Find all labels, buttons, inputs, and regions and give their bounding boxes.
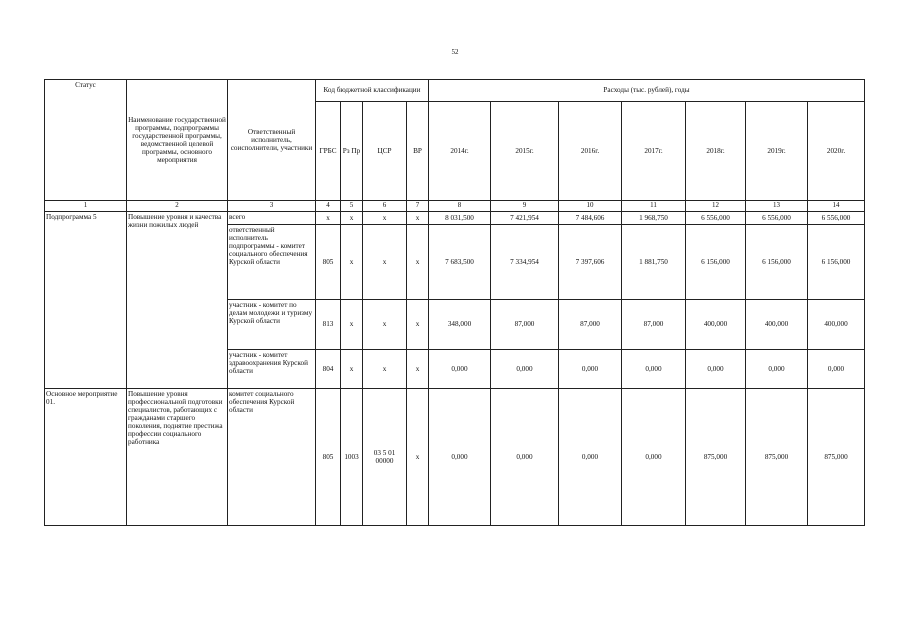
- responsible-cell: участник - комитет по делам молодежи и туризму Курской области: [228, 300, 316, 350]
- column-number: 1: [45, 201, 127, 212]
- header-responsible: Ответственный исполнитель, соисполнители, участники: [228, 80, 316, 201]
- rzpr-cell: х: [341, 225, 363, 300]
- value-cell: 875,000: [746, 389, 808, 526]
- value-cell: 0,000: [429, 389, 491, 526]
- value-cell: 400,000: [808, 300, 865, 350]
- header-csr: ЦСР: [363, 102, 407, 201]
- value-cell: 6 156,000: [808, 225, 865, 300]
- header-grbs: ГРБС: [316, 102, 341, 201]
- value-cell: 6 156,000: [686, 225, 746, 300]
- value-cell: 0,000: [686, 350, 746, 389]
- value-cell: 6 556,000: [808, 212, 865, 225]
- responsible-cell: ответственный исполнитель подпрограммы - комитет социального обеспечения Курской области: [228, 225, 316, 300]
- value-cell: 87,000: [622, 300, 686, 350]
- grbs-cell: 813: [316, 300, 341, 350]
- value-cell: 7 683,500: [429, 225, 491, 300]
- grbs-cell: 805: [316, 225, 341, 300]
- value-cell: 87,000: [491, 300, 559, 350]
- column-number: 14: [808, 201, 865, 212]
- table-row: [45, 212, 865, 225]
- value-cell: 7 484,606: [559, 212, 622, 225]
- header-expenses-group: Расходы (тыс. рублей), годы: [429, 80, 865, 102]
- responsible-cell: участник - комитет здравоохранения Курской области: [228, 350, 316, 389]
- header-year: 2014г.: [429, 102, 491, 201]
- grbs-cell: 804: [316, 350, 341, 389]
- value-cell: 875,000: [808, 389, 865, 526]
- subprogram-name: Повышение уровня и качества жизни пожилых людей: [127, 212, 228, 389]
- grbs-cell: х: [316, 212, 341, 225]
- header-year: 2018г.: [686, 102, 746, 201]
- csr-cell: х: [363, 225, 407, 300]
- value-cell: 7 421,954: [491, 212, 559, 225]
- value-cell: 0,000: [491, 389, 559, 526]
- value-cell: 0,000: [808, 350, 865, 389]
- header-year: 2017г.: [622, 102, 686, 201]
- header-vr: ВР: [407, 102, 429, 201]
- value-cell: 1 968,750: [622, 212, 686, 225]
- vr-cell: х: [407, 300, 429, 350]
- value-cell: 400,000: [746, 300, 808, 350]
- csr-cell: х: [363, 212, 407, 225]
- value-cell: 400,000: [686, 300, 746, 350]
- measure-name: Повышение уровня профессиональной подготовки специалистов, работающих с гражданами старшего поколения, поднятие престижа профессии социального работника: [127, 389, 228, 526]
- budget-table: [44, 79, 865, 526]
- value-cell: 0,000: [491, 350, 559, 389]
- column-number: 6: [363, 201, 407, 212]
- responsible-cell: всего: [228, 212, 316, 225]
- responsible-cell: комитет социального обеспечения Курской области: [228, 389, 316, 526]
- value-cell: 0,000: [559, 389, 622, 526]
- value-cell: 0,000: [429, 350, 491, 389]
- vr-cell: х: [407, 225, 429, 300]
- header-year: 2015г.: [491, 102, 559, 201]
- value-cell: 6 156,000: [746, 225, 808, 300]
- csr-cell: х: [363, 350, 407, 389]
- value-cell: 348,000: [429, 300, 491, 350]
- vr-cell: х: [407, 350, 429, 389]
- header-name: Наименование государственной программы, подпрограммы государственной программы, ведомственной целевой программы, основного мероприятия: [127, 80, 228, 201]
- header-year: 2019г.: [746, 102, 808, 201]
- measure-status: Основное мероприятие 01.: [45, 389, 127, 526]
- value-cell: 7 334,954: [491, 225, 559, 300]
- column-number: 9: [491, 201, 559, 212]
- rzpr-cell: х: [341, 350, 363, 389]
- value-cell: 87,000: [559, 300, 622, 350]
- column-number: 8: [429, 201, 491, 212]
- header-status: Статус: [45, 80, 127, 201]
- column-number: 2: [127, 201, 228, 212]
- header-year: 2016г.: [559, 102, 622, 201]
- table-row: [45, 389, 865, 526]
- rzpr-cell: х: [341, 212, 363, 225]
- value-cell: 8 031,500: [429, 212, 491, 225]
- value-cell: 6 556,000: [686, 212, 746, 225]
- column-number-row: [45, 201, 865, 212]
- rzpr-cell: 1003: [341, 389, 363, 526]
- value-cell: 1 881,750: [622, 225, 686, 300]
- value-cell: 0,000: [622, 389, 686, 526]
- value-cell: 6 556,000: [746, 212, 808, 225]
- csr-cell: 03 5 01 00000: [363, 389, 407, 526]
- column-number: 3: [228, 201, 316, 212]
- vr-cell: х: [407, 389, 429, 526]
- header-code-group: Код бюджетной классификации: [316, 80, 429, 102]
- header-rzpr: Рз Пр: [341, 102, 363, 201]
- subprogram-status: Подпрограмма 5: [45, 212, 127, 389]
- value-cell: 875,000: [686, 389, 746, 526]
- column-number: 4: [316, 201, 341, 212]
- page-number: 52: [451, 48, 459, 56]
- value-cell: 7 397,606: [559, 225, 622, 300]
- rzpr-cell: х: [341, 300, 363, 350]
- value-cell: 0,000: [746, 350, 808, 389]
- column-number: 5: [341, 201, 363, 212]
- csr-cell: х: [363, 300, 407, 350]
- header-year: 2020г.: [808, 102, 865, 201]
- grbs-cell: 805: [316, 389, 341, 526]
- value-cell: 0,000: [622, 350, 686, 389]
- column-number: 13: [746, 201, 808, 212]
- column-number: 11: [622, 201, 686, 212]
- column-number: 10: [559, 201, 622, 212]
- column-number: 7: [407, 201, 429, 212]
- column-number: 12: [686, 201, 746, 212]
- value-cell: 0,000: [559, 350, 622, 389]
- vr-cell: х: [407, 212, 429, 225]
